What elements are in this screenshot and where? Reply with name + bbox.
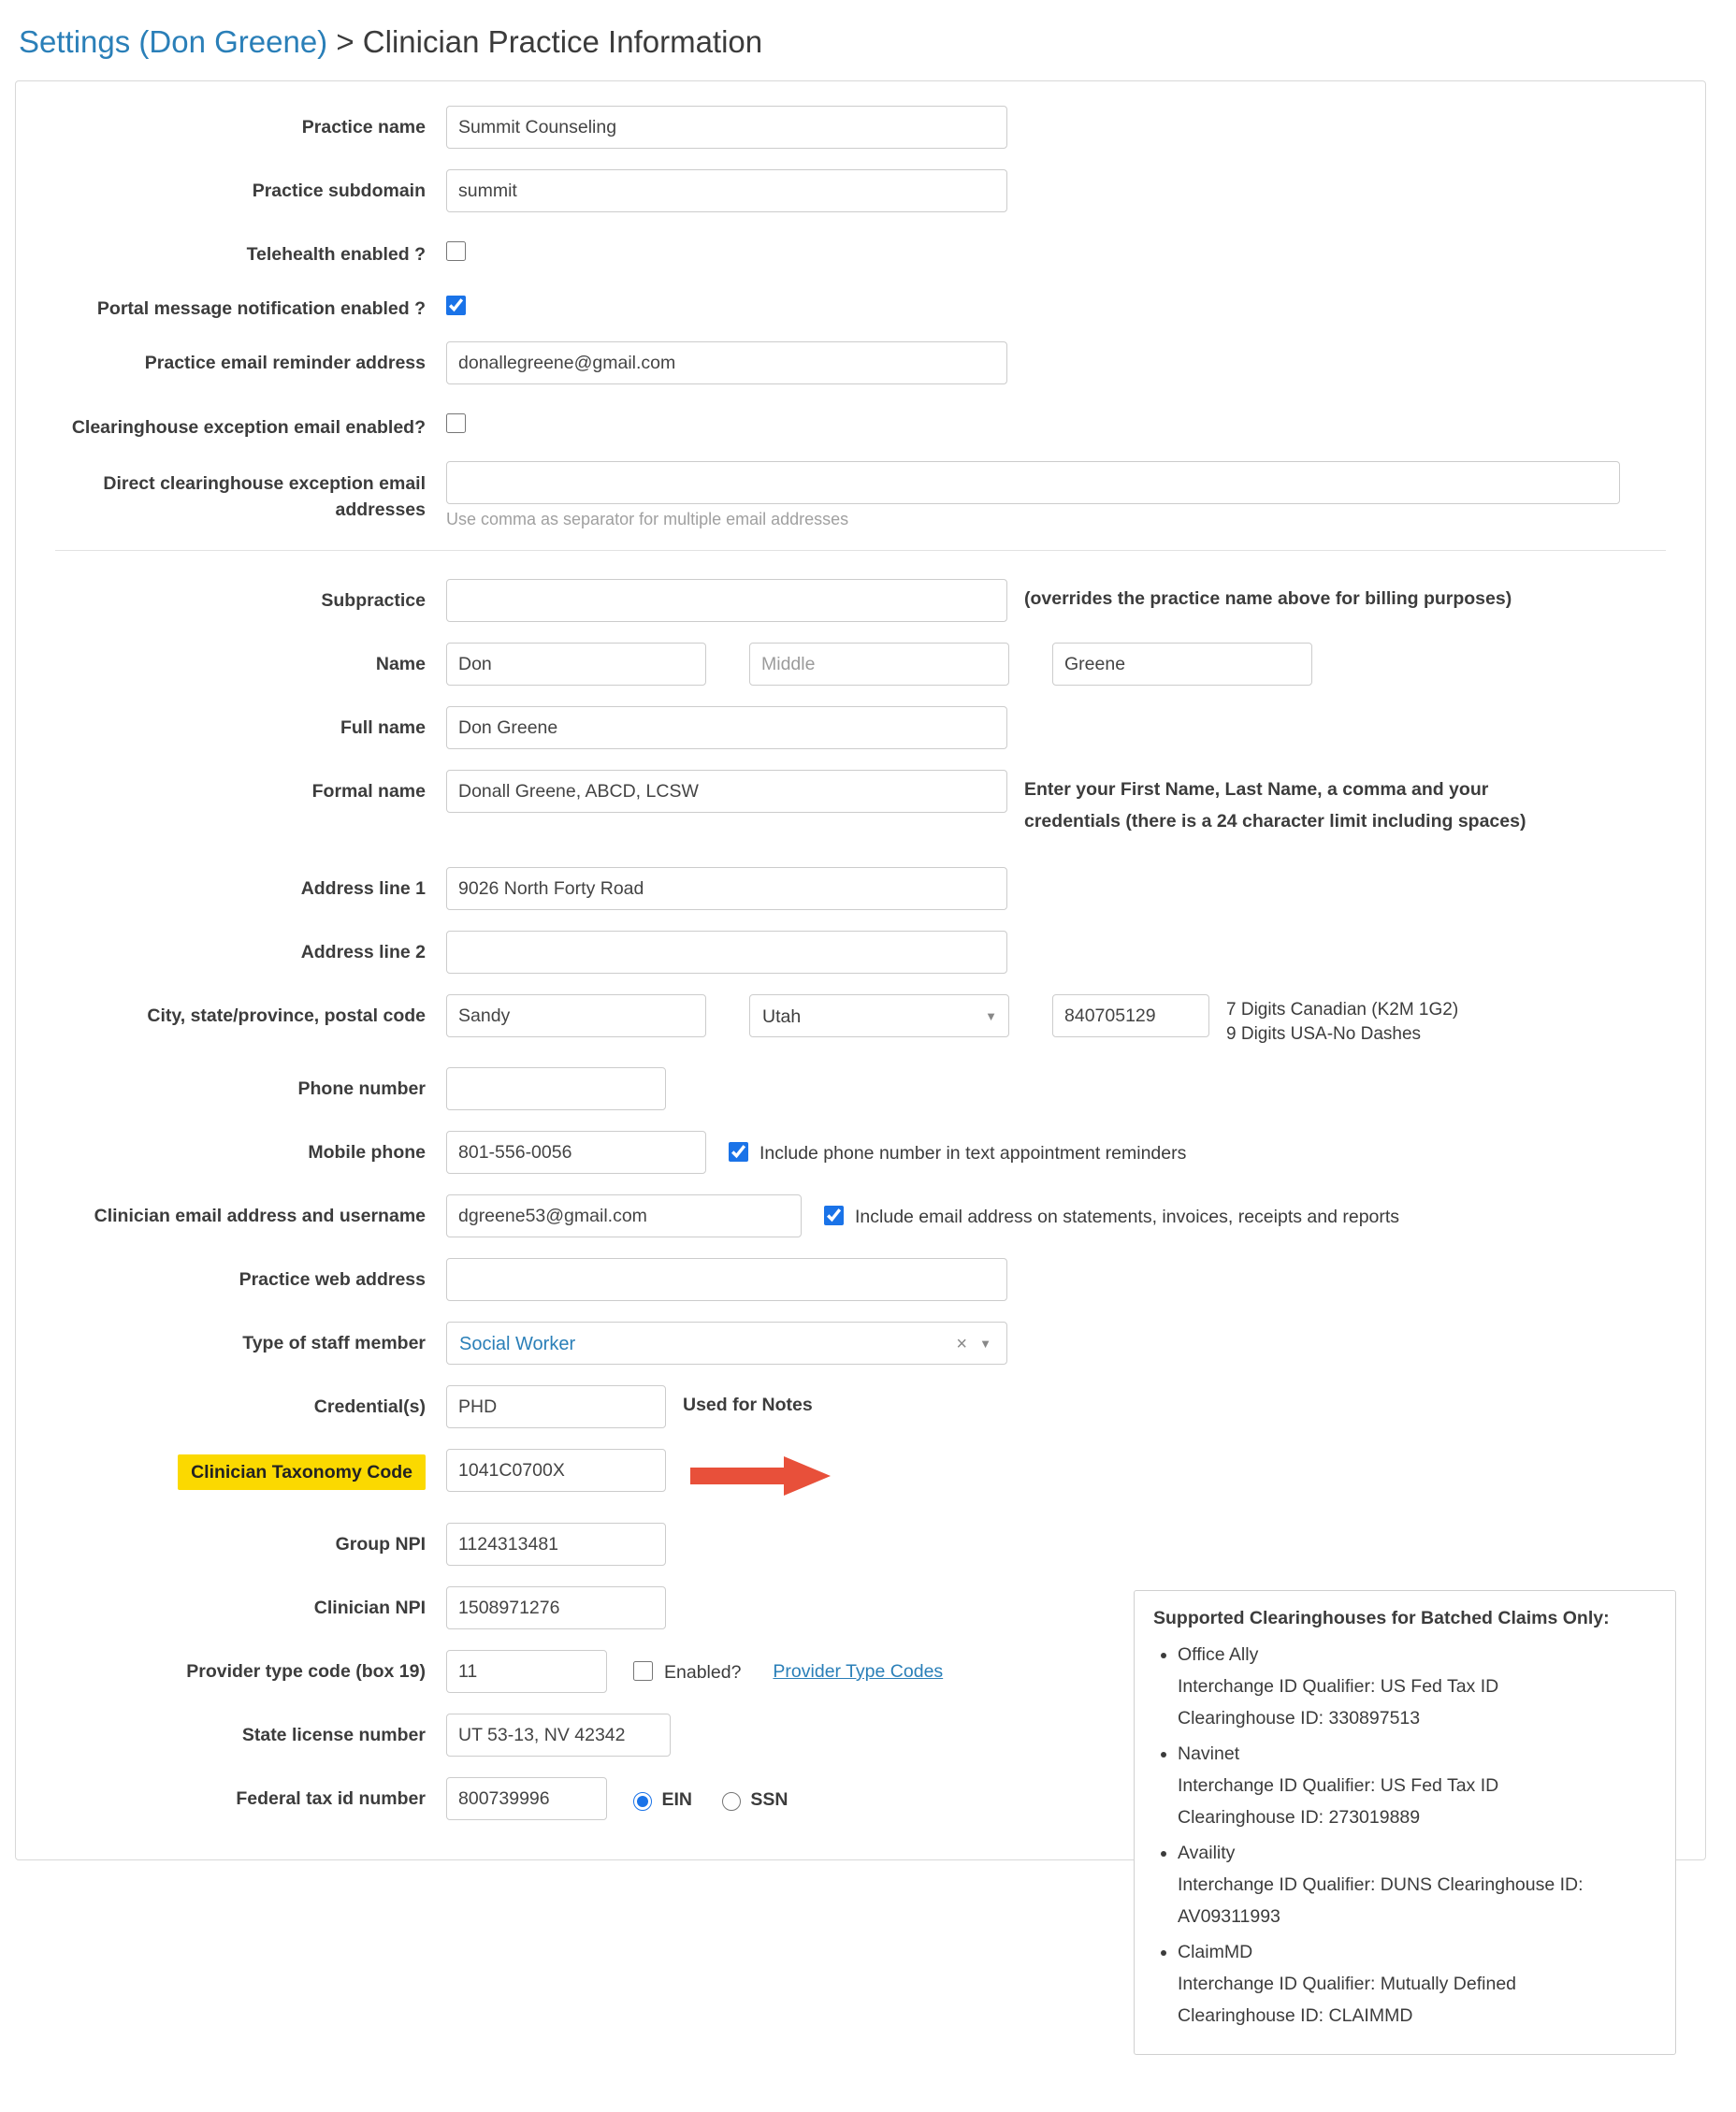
row-telehealth: [16, 233, 1705, 267]
clearinghouse-id: Clearinghouse ID: 273019889: [1178, 1807, 1421, 1828]
practice-email-input[interactable]: [446, 341, 1007, 384]
postal-note-line-2: 9 Digits USA-No Dashes: [1226, 1024, 1422, 1044]
label-phone-number: Phone number: [297, 1078, 426, 1099]
row-direct-clearinghouse-emails: [16, 461, 1705, 529]
include-email-on-statements-label: Include email address on statements, invoices, receipts and reports: [855, 1207, 1400, 1227]
postal-note-line-1: 7 Digits Canadian (K2M 1G2): [1226, 1000, 1459, 1020]
row-staff-type: [16, 1322, 1705, 1365]
label-mobile-phone: Mobile phone: [308, 1142, 426, 1163]
clinician-email-input[interactable]: [446, 1194, 802, 1237]
last-name-input[interactable]: [1052, 643, 1312, 686]
row-mobile-phone: [16, 1131, 1705, 1174]
label-credentials: Credential(s): [313, 1396, 426, 1417]
supported-clearinghouses-box: [1134, 1590, 1676, 2055]
clearinghouses-list: [1153, 1639, 1656, 2032]
clearinghouse-name: • Availity: [1178, 1843, 1236, 1863]
label-clearinghouse-exception-enabled: Clearinghouse exception email enabled?: [71, 417, 426, 438]
provider-type-codes-link[interactable]: Provider Type Codes: [773, 1661, 944, 1682]
clearinghouse-name: • ClaimMD: [1178, 1942, 1253, 1962]
provider-type-code-input[interactable]: [446, 1650, 607, 1693]
label-formal-name: Formal name: [311, 781, 426, 802]
row-clinician-email: [16, 1194, 1705, 1237]
city-input[interactable]: [446, 994, 706, 1037]
label-full-name: Full name: [340, 717, 426, 738]
list-item: [1178, 1837, 1656, 1932]
postal-code-input[interactable]: [1052, 994, 1209, 1037]
list-item: [1178, 1936, 1656, 2032]
direct-clearinghouse-emails-input[interactable]: [446, 461, 1620, 504]
telehealth-checkbox[interactable]: [446, 241, 466, 261]
first-name-input[interactable]: [446, 643, 706, 686]
label-direct-clearinghouse-emails: Direct clearinghouse exception email addresses: [103, 473, 426, 520]
label-address-line-2: Address line 2: [300, 942, 426, 962]
clearinghouse-id: Clearinghouse ID: 330897513: [1178, 1708, 1421, 1729]
label-practice-email: Practice email reminder address: [144, 353, 426, 373]
staff-type-value: Social Worker: [459, 1334, 576, 1354]
staff-type-select[interactable]: [446, 1322, 1007, 1365]
row-practice-web-address: [16, 1258, 1705, 1301]
label-subpractice: Subpractice: [321, 590, 426, 611]
row-taxonomy-code: [16, 1449, 1705, 1502]
row-clearinghouse-exception-enabled: [16, 405, 1705, 441]
subpractice-note: (overrides the practice name above for billing purposes): [1024, 588, 1512, 609]
clinician-npi-input[interactable]: [446, 1586, 666, 1629]
federal-tax-ssn-radio[interactable]: [722, 1792, 741, 1811]
clearinghouse-id: Clearinghouse ID: CLAIMMD: [1178, 2005, 1413, 2026]
include-email-on-statements-checkbox[interactable]: [824, 1206, 844, 1225]
provider-type-enabled-checkbox[interactable]: [633, 1661, 653, 1681]
pointer-arrow-icon: [683, 1454, 832, 1502]
group-npi-input[interactable]: [446, 1523, 666, 1566]
label-clinician-npi: Clinician NPI: [313, 1598, 426, 1618]
subpractice-input[interactable]: [446, 579, 1007, 622]
label-staff-type: Type of staff member: [242, 1333, 426, 1353]
row-portal-message: [16, 287, 1705, 321]
credentials-input[interactable]: [446, 1385, 666, 1428]
row-practice-name: [16, 106, 1705, 149]
label-city-state-postal: City, state/province, postal code: [147, 1005, 426, 1026]
label-group-npi: Group NPI: [335, 1534, 426, 1555]
federal-tax-id-input[interactable]: [446, 1777, 607, 1820]
label-federal-tax-id: Federal tax id number: [236, 1788, 426, 1809]
row-credentials: [16, 1385, 1705, 1428]
direct-clearinghouse-emails-helper: Use comma as separator for multiple email addresses: [446, 510, 849, 528]
label-portal-message: Portal message notification enabled ?: [96, 298, 426, 319]
address-line-2-input[interactable]: [446, 931, 1007, 974]
breadcrumb-separator: >: [336, 24, 354, 59]
label-practice-name: Practice name: [301, 117, 426, 137]
list-item: [1178, 1738, 1656, 1833]
federal-tax-ein-radio[interactable]: [633, 1792, 652, 1811]
practice-web-address-input[interactable]: [446, 1258, 1007, 1301]
clearinghouse-qualifier: Interchange ID Qualifier: DUNS Clearinghouse ID:: [1178, 1874, 1584, 1895]
label-practice-subdomain: Practice subdomain: [252, 181, 426, 201]
row-practice-subdomain: [16, 169, 1705, 212]
row-full-name: [16, 706, 1705, 749]
row-address-line-2: [16, 931, 1705, 974]
label-telehealth: Telehealth enabled ?: [246, 244, 426, 265]
row-city-state-postal: [16, 994, 1705, 1047]
label-address-line-1: Address line 1: [300, 878, 426, 899]
full-name-input[interactable]: [446, 706, 1007, 749]
clearinghouses-title: Supported Clearinghouses for Batched Claims Only:: [1153, 1608, 1610, 1628]
row-name: [16, 643, 1705, 686]
label-taxonomy-code: Clinician Taxonomy Code: [178, 1454, 426, 1490]
phone-number-input[interactable]: [446, 1067, 666, 1110]
label-practice-web-address: Practice web address: [239, 1269, 426, 1290]
include-phone-in-reminders-checkbox[interactable]: [729, 1142, 748, 1162]
label-state-license: State license number: [241, 1725, 426, 1745]
clearinghouse-exception-checkbox[interactable]: [446, 413, 466, 433]
chevron-down-icon: ▼: [985, 1009, 997, 1023]
practice-subdomain-input[interactable]: [446, 169, 1007, 212]
clearinghouse-name: • Office Ally: [1178, 1644, 1259, 1665]
row-practice-email: [16, 341, 1705, 384]
clear-icon[interactable]: ×: [956, 1334, 967, 1354]
breadcrumb-settings-link[interactable]: Settings (Don Greene): [19, 24, 328, 59]
clearinghouse-name: • Navinet: [1178, 1743, 1240, 1764]
include-phone-in-reminders-label: Include phone number in text appointment reminders: [760, 1143, 1187, 1164]
mobile-phone-input[interactable]: [446, 1131, 706, 1174]
address-line-1-input[interactable]: [446, 867, 1007, 910]
formal-name-note: Enter your First Name, Last Name, a comma and your credentials (there is a 24 character limit including spaces): [1024, 779, 1526, 832]
formal-name-input[interactable]: [446, 770, 1007, 813]
chevron-down-icon[interactable]: ▼: [979, 1337, 991, 1351]
label-name: Name: [375, 654, 426, 674]
credentials-note: Used for Notes: [683, 1395, 813, 1415]
label-provider-type-code: Provider type code (box 19): [186, 1661, 426, 1682]
clearinghouse-qualifier: Interchange ID Qualifier: US Fed Tax ID: [1178, 1775, 1499, 1796]
federal-tax-ssn-label: SSN: [750, 1789, 788, 1810]
state-license-input[interactable]: [446, 1714, 671, 1757]
postal-code-note: [1209, 994, 1458, 1047]
label-clinician-email: Clinician email address and username: [94, 1206, 426, 1226]
federal-tax-ein-label: EIN: [661, 1789, 692, 1810]
row-group-npi: [16, 1523, 1705, 1566]
row-address-line-1: [16, 867, 1705, 910]
breadcrumb-current: Clinician Practice Information: [362, 24, 763, 59]
list-item: [1178, 1639, 1656, 1734]
row-subpractice: [16, 579, 1705, 622]
clearinghouse-id: AV09311993: [1178, 1906, 1280, 1927]
section-divider: [55, 550, 1666, 551]
middle-name-input[interactable]: [749, 643, 1009, 686]
portal-message-checkbox[interactable]: [446, 296, 466, 315]
row-formal-name: [16, 770, 1705, 837]
label-taxonomy-code-wrapper: [16, 1449, 446, 1490]
provider-type-enabled-label: Enabled?: [664, 1662, 742, 1683]
state-select[interactable]: [749, 994, 1009, 1037]
breadcrumb: [15, 17, 1714, 80]
row-phone-number: [16, 1067, 1705, 1110]
clearinghouse-qualifier: Interchange ID Qualifier: US Fed Tax ID: [1178, 1676, 1499, 1697]
practice-name-input[interactable]: [446, 106, 1007, 149]
taxonomy-code-input[interactable]: [446, 1449, 666, 1492]
state-select-value: Utah: [762, 1006, 802, 1027]
clearinghouse-qualifier: Interchange ID Qualifier: Mutually Defined: [1178, 1974, 1517, 1994]
